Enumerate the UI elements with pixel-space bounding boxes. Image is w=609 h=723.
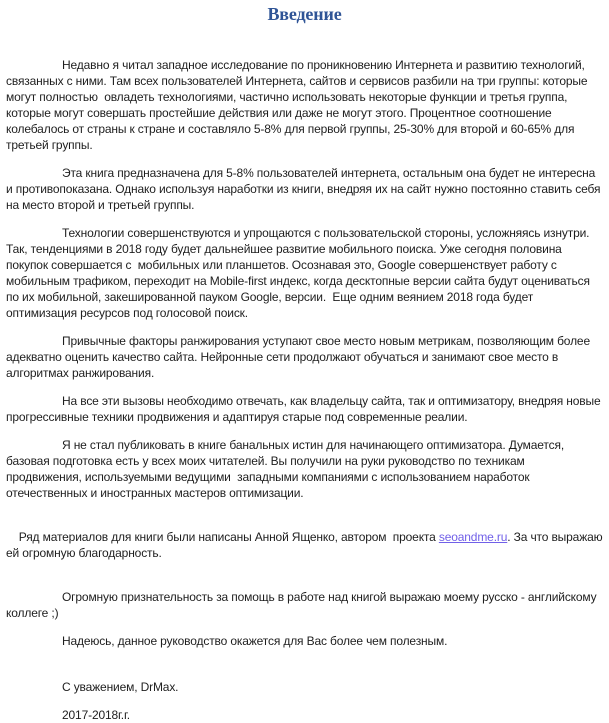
paragraph-internet-study: Недавно я читал западное исследование по проникновению Интернета и развитию технологий, связанных с ними. Там всех пользователей Интернета, сайтов и сервисов разбили на три группы: которые могут полностью овладеть технологиями, частично использовать некоторые функции и третья группа, которые могут совершать простейшие действия или даже не могут этого. Процентное соотношение колебалось от страны к стране и составляло 5-8% для первой группы, 25-30% для второй и 60-65% для третьей группы.	[6, 58, 591, 152]
paragraph-hope-useful: Надеюсь, данное руководство окажется для Вас более чем полезным.	[62, 634, 448, 648]
paragraph-challenges: На все эти вызовы необходимо отвечать, как владельцу сайта, так и оптимизатору, внедряя новые прогрессивные техники продвижения и адаптируя старые под современные реалии.	[6, 394, 604, 424]
paragraph-no-banal-truths: Я не стал публиковать в книге банальных истин для начинающего оптимизатора. Думается, базовая подготовка есть у всех моих читателей. Вы получили на руки руководство по техникам продвижения, используемыми ведущими западными компаниями с использованием наработок отечественных и иностранных мастеров оптимизации.	[6, 438, 568, 500]
page-title: Введение	[267, 4, 342, 24]
paragraph-acknowledgement-anna	[6, 513, 606, 577]
paragraph-technology-trends: Технологии совершенствуются и упрощаются с пользовательской стороны, усложняясь изнутри. Так, тенденциями в 2018 году будет дальнейшее развитие мобильного поиска. Уже сегодня половина покупок совершается с мобильных или планшетов. Осознавая это, Google совершенствует работу с мобильным трафиком, переходит на Mobile-first индекс, когда десктопные версии сайта будут оцениваться по их мобильной, закешированной пауком Google, версии. Еще одним веянием 2018 года будет оптимизация ресурсов под голосовой поиск.	[6, 226, 593, 320]
link-paragraph-after: . За что выражаю ей огромную благодарность.	[6, 530, 606, 560]
paragraph-book-audience: Эта книга предназначена для 5-8% пользователей интернета, остальным она будет не интересна и противопоказана. Однако используя наработки из книги, внедряя их на сайт нужно постоянно ставить себя на место второй и третьей группы.	[6, 166, 604, 212]
seoandme-link[interactable]: seoandme.ru	[438, 530, 508, 544]
paragraph-ranking-factors: Привычные факторы ранжирования уступают свое место новым метрикам, позволяющим более адекватно оценить качество сайта. Нейронные сети продолжают обучаться и занимают свое место в алгоритмах ранжирования.	[6, 334, 594, 380]
years-line: 2017-2018г.г.	[62, 708, 130, 722]
signature-line: С уважением, DrMax.	[62, 680, 179, 694]
closing-block	[6, 679, 603, 723]
paragraph-acknowledgement-colleague: Огромную признательность за помощь в работе над книгой выражаю моему русско - английскому коллеге ;)	[6, 590, 600, 620]
link-paragraph-before: Ряд материалов для книги были написаны Анной Ященко, автором проекта	[18, 530, 439, 544]
